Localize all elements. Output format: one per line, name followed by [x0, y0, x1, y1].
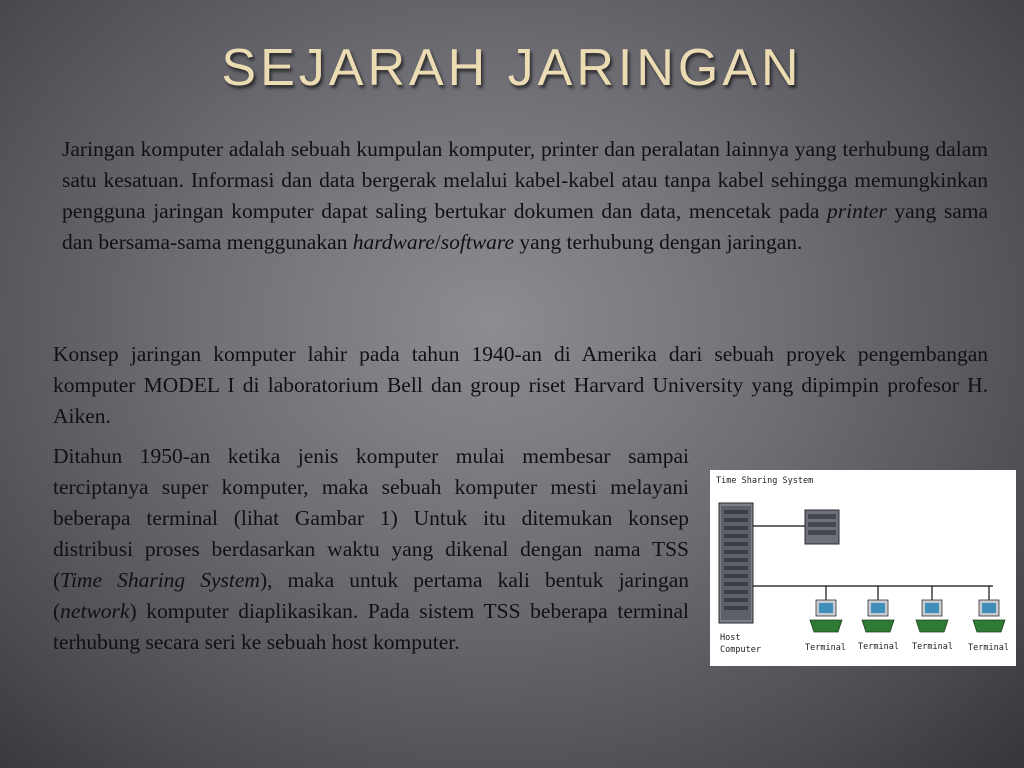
diagram-title: Time Sharing System — [716, 476, 814, 486]
text: ) komputer diaplikasikan. Pada sistem TSS beberapa terminal terhubung secara seri ke sebuah host komputer. — [53, 599, 689, 654]
emphasis-tss: Time Sharing System — [60, 568, 260, 592]
text: ), maka untuk pertama kali bentuk jaringan ( — [53, 568, 690, 623]
emphasis-software: software — [440, 230, 515, 254]
terminal-icon — [810, 600, 842, 632]
emphasis-hardware: hardware — [352, 230, 435, 254]
paragraph-history: Konsep jaringan komputer lahir pada tahun 1940-an di Amerika dari sebuah proyek pengembangan komputer MODEL I di laboratorium Bell dan group riset Harvard University yang dipimpin profesor H. Aiken. — [53, 342, 988, 428]
text: Jaringan komputer adalah sebuah kumpulan komputer, printer dan peralatan lainnya yang terhubung dalam satu kesatuan. Informasi dan data bergerak melalui kabel-kabel atau tanpa kabel sehingga memungkinkan pengguna jaringan komputer dapat saling bertukar dokumen dan data, mencetak pada — [62, 137, 988, 223]
host-label-line1: Host — [720, 633, 741, 643]
text: Ditahun 1950-an ketika jenis komputer mulai membesar sampai terciptanya super komputer, maka sebuah komputer mesti melayani beberapa terminal (lihat Gambar 1) Untuk itu ditemukan konsep distribusi proses berdasarkan waktu yang dikenal dengan nama TSS ( — [53, 444, 689, 592]
slide-title: SEJARAH JARINGAN — [221, 39, 803, 97]
network-wiring — [753, 526, 993, 600]
slash: / — [434, 230, 441, 254]
terminal-icon — [973, 600, 1005, 632]
terminal-icon — [916, 600, 948, 632]
terminal-label: Terminal — [968, 643, 1009, 653]
terminal-icon — [862, 600, 894, 632]
paragraph-tss — [53, 441, 689, 658]
tss-diagram-svg — [710, 470, 1016, 666]
paragraph-definition — [62, 134, 988, 258]
terminal-label: Terminal — [805, 643, 846, 653]
emphasis-network: network — [60, 599, 130, 623]
text: yang sama dan bersama-sama menggunakan — [62, 199, 988, 254]
text: yang terhubung dengan jaringan. — [514, 230, 803, 254]
peripheral-device-icon — [805, 510, 839, 544]
host-computer-icon — [719, 503, 753, 623]
terminal-label: Terminal — [858, 642, 899, 652]
emphasis-printer: printer — [827, 199, 887, 223]
host-label-line2: Computer — [720, 645, 761, 655]
tss-diagram — [710, 470, 1016, 666]
terminal-label: Terminal — [912, 642, 953, 652]
